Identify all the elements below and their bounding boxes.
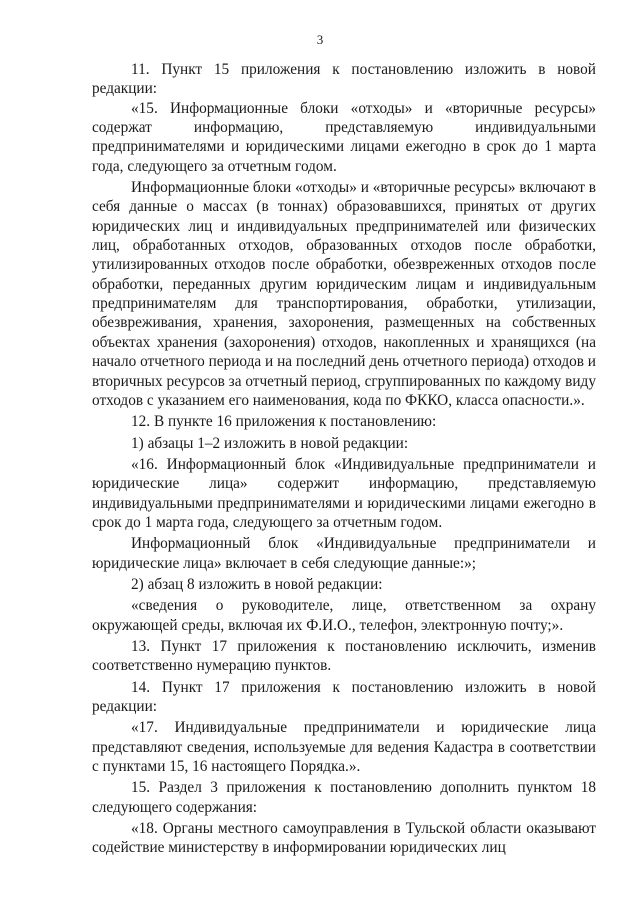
paragraph-item-18-quote: «18. Органы местного самоуправления в Тульской области оказывают содействие министерству в информировании юридических лиц — [92, 820, 596, 857]
page-number: 3 — [316, 32, 324, 47]
paragraph-info-block-entrepreneurs: Информационный блок «Индивидуальные предприниматели и юридические лица» включает в себя следующие данные:»; — [92, 535, 596, 572]
paragraph-item-13: 13. Пункт 17 приложения к постановлению исключить, изменив соответственно нумерацию пунктов. — [92, 637, 596, 675]
paragraph-sub-1: 1) абзацы 1–2 изложить в новой редакции: — [131, 434, 409, 452]
paragraph-item-12: 12. В пункте 16 приложения к постановлению: — [131, 413, 437, 431]
paragraph-item-11: 11. Пункт 15 приложения к постановлению изложить в новой редакции: — [92, 61, 596, 98]
paragraph-item-15-quote: «15. Информационные блоки «отходы» и «вторичные ресурсы» содержат информацию, представляемую индивидуальными предпринимателями и юридическими лицами ежегодно в срок до 1 марта года, следующего за отчетным годом. — [92, 99, 596, 175]
paragraph-info-blocks: Информационные блоки «отходы» и «вторичные ресурсы» включают в себя данные о массах (в тоннах) образовавшихся, принятых от других юридических лиц и индивидуальных предпринимателей или физических лиц, обработанных отходов, образованных отходов после обработки, утилизированных отходов после обработки, обезвреженных отходов после обработки, переданных другим юридическим лицам и индивидуальным предпринимателям для транспортирования, обработки, утилизации, обезвреживания, хранения, захоронения, размещенных на собственных объектах хранения (захоронения) отходов, накопленных и хранящихся (на начало отчетного периода и на последний день отчетного периода) отходов и вторичных ресурсов за отчетный период, сгруппированных по каждому виду отходов с указанием его наименования, кода по ФККО, класса опасности.». — [92, 179, 596, 409]
paragraph-manager-info: «сведения о руководителе, лице, ответственном за охрану окружающей среды, включая их Ф.И.О., телефон, электронную почту;». — [92, 597, 596, 634]
paragraph-item-14: 14. Пункт 17 приложения к постановлению изложить в новой редакции: — [92, 678, 596, 715]
paragraph-item-16-quote: «16. Информационный блок «Индивидуальные предприниматели и юридические лица» содержит информацию, представляемую индивидуальными предпринимателями и юридическими лицами ежегодно в срок до 1 марта года, следующего за отчетным годом. — [92, 455, 596, 531]
paragraph-item-17-quote: «17. Индивидуальные предприниматели и юридические лица представляют сведения, используемые для ведения Кадастра в соответствии с пунктами 15, 16 настоящего Порядка.». — [92, 719, 596, 776]
paragraph-sub-2: 2) абзац 8 изложить в новой редакции: — [131, 575, 383, 593]
document-body — [92, 60, 596, 858]
paragraph-item-15-section: 15. Раздел 3 приложения к постановлению дополнить пунктом 18 следующего содержания: — [92, 779, 596, 816]
